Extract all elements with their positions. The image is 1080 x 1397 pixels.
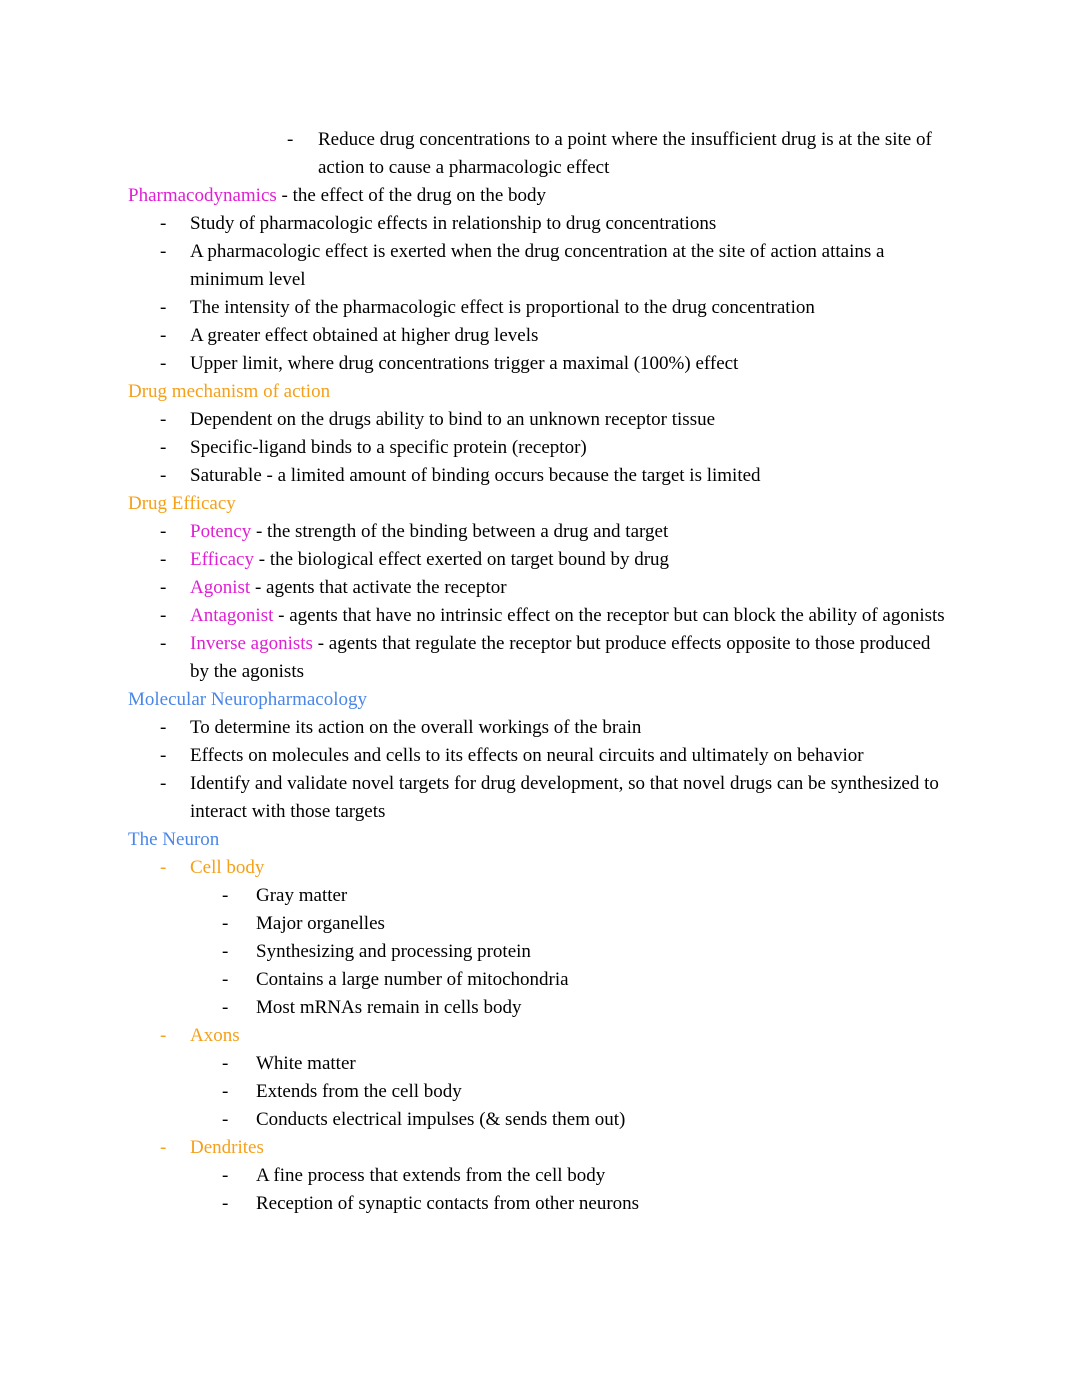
text-segment: - agents that regulate the receptor but produce effects opposite to those produced by the agonists [190,633,931,682]
text-segment: - agents that have no intrinsic effect on the receptor but can block the ability of agonists [273,605,945,626]
list-item [128,714,954,742]
heading-line [128,182,954,210]
bullet-dash: - [160,633,167,654]
highlighted-term: Efficacy [190,549,254,570]
list-item [128,1190,954,1218]
highlighted-term: Inverse agonists [190,633,313,654]
list-item [128,574,954,602]
text-segment: The intensity of the pharmacologic effect is proportional to the drug concentration [190,297,815,318]
line-text [190,630,954,686]
list-item [128,938,954,966]
bullet-dash: - [160,773,167,794]
highlighted-term: Dendrites [190,1137,264,1158]
text-segment: A greater effect obtained at higher drug levels [190,325,539,346]
bullet-dash: - [222,1053,229,1074]
list-item [128,630,954,686]
line-text [128,490,954,518]
heading-line [128,490,954,518]
bullet-dash: - [160,717,167,738]
bullet-dash: - [160,465,167,486]
text-segment: Major organelles [256,913,385,934]
list-item [128,1050,954,1078]
text-segment: Dependent on the drugs ability to bind to an unknown receptor tissue [190,409,716,430]
text-segment: Contains a large number of mitochondria [256,969,569,990]
list-item [128,462,954,490]
text-segment: Saturable - a limited amount of binding occurs because the target is limited [190,465,761,486]
text-segment: - the biological effect exerted on target bound by drug [254,549,670,570]
bullet-dash: - [222,969,229,990]
line-text [256,938,954,966]
bullet-dash: - [160,241,167,262]
text-segment: Conducts electrical impulses (& sends them out) [256,1109,626,1130]
bullet-dash: - [160,549,167,570]
bullet-dash: - [160,1137,167,1158]
list-item [128,966,954,994]
list-item [128,238,954,294]
line-text [190,210,954,238]
text-segment: A fine process that extends from the cell body [256,1165,606,1186]
text-segment: - agents that activate the receptor [250,577,507,598]
bullet-dash: - [160,857,167,878]
list-item [128,742,954,770]
text-segment: Effects on molecules and cells to its effects on neural circuits and ultimately on behavior [190,745,864,766]
line-text [256,882,954,910]
highlighted-term: Cell body [190,857,265,878]
line-text [190,462,954,490]
line-text [190,1134,954,1162]
list-item [128,994,954,1022]
text-segment: - the effect of the drug on the body [276,185,547,206]
text-segment: Study of pharmacologic effects in relationship to drug concentrations [190,213,717,234]
text-segment: Reception of synaptic contacts from other neurons [256,1193,640,1214]
line-text [256,1078,954,1106]
line-text [190,742,954,770]
heading-line [128,826,954,854]
line-text [190,434,954,462]
bullet-dash: - [287,129,294,150]
list-item [128,126,954,182]
line-text [256,1190,954,1218]
list-item [128,518,954,546]
bullet-dash: - [222,885,229,906]
bullet-dash: - [222,1081,229,1102]
line-text [190,574,954,602]
list-item [128,210,954,238]
list-item [128,350,954,378]
bullet-dash: - [160,605,167,626]
line-text [190,1022,954,1050]
list-item [128,434,954,462]
text-segment: White matter [256,1053,356,1074]
bullet-dash: - [222,941,229,962]
text-segment: Reduce drug concentrations to a point where the insufficient drug is at the site of action to cause a pharmacologic effect [318,129,932,178]
list-item [128,1134,954,1162]
text-segment: Synthesizing and processing protein [256,941,531,962]
document-content [128,126,954,1218]
highlighted-term: Axons [190,1025,240,1046]
list-item [128,294,954,322]
text-segment: Gray matter [256,885,348,906]
line-text [318,126,954,182]
list-item [128,1106,954,1134]
list-item [128,770,954,826]
line-text [190,546,954,574]
line-text [128,378,954,406]
list-item [128,910,954,938]
bullet-dash: - [160,437,167,458]
line-text [128,826,954,854]
list-item [128,322,954,350]
line-text [190,854,954,882]
list-item [128,1078,954,1106]
line-text [256,1050,954,1078]
highlighted-term: Potency [190,521,252,542]
highlighted-term: Drug mechanism of action [128,381,331,402]
list-item [128,1162,954,1190]
highlighted-term: Agonist [190,577,251,598]
bullet-dash: - [160,353,167,374]
heading-line [128,686,954,714]
bullet-dash: - [222,913,229,934]
bullet-dash: - [160,1025,167,1046]
line-text [190,602,954,630]
text-segment: A pharmacologic effect is exerted when the drug concentration at the site of action attains a minimum level [190,241,885,290]
bullet-dash: - [222,997,229,1018]
line-text [256,994,954,1022]
text-segment: Most mRNAs remain in cells body [256,997,522,1018]
line-text [128,182,954,210]
list-item [128,854,954,882]
line-text [190,518,954,546]
line-text [128,686,954,714]
bullet-dash: - [160,213,167,234]
highlighted-term: Molecular Neuropharmacology [128,689,367,710]
bullet-dash: - [222,1165,229,1186]
list-item [128,882,954,910]
line-text [256,1106,954,1134]
bullet-dash: - [160,325,167,346]
text-segment: - the strength of the binding between a drug and target [251,521,669,542]
heading-line [128,378,954,406]
line-text [256,910,954,938]
text-segment: To determine its action on the overall workings of the brain [190,717,642,738]
list-item [128,546,954,574]
bullet-dash: - [160,745,167,766]
text-segment: Identify and validate novel targets for drug development, so that novel drugs can be synthesized to interact with those targets [190,773,939,822]
bullet-dash: - [222,1109,229,1130]
text-segment: Extends from the cell body [256,1081,462,1102]
line-text [190,294,954,322]
highlighted-term: Drug Efficacy [128,493,236,514]
line-text [190,322,954,350]
highlighted-term: Antagonist [190,605,274,626]
highlighted-term: Pharmacodynamics [128,185,277,206]
list-item [128,1022,954,1050]
text-segment: Specific-ligand binds to a specific protein (receptor) [190,437,587,458]
text-segment: Upper limit, where drug concentrations trigger a maximal (100%) effect [190,353,739,374]
list-item [128,602,954,630]
bullet-dash: - [160,521,167,542]
bullet-dash: - [160,409,167,430]
line-text [190,238,954,294]
list-item [128,406,954,434]
bullet-dash: - [222,1193,229,1214]
bullet-dash: - [160,297,167,318]
line-text [256,1162,954,1190]
bullet-dash: - [160,577,167,598]
line-text [256,966,954,994]
line-text [190,770,954,826]
line-text [190,714,954,742]
line-text [190,350,954,378]
line-text [190,406,954,434]
highlighted-term: The Neuron [128,829,220,850]
